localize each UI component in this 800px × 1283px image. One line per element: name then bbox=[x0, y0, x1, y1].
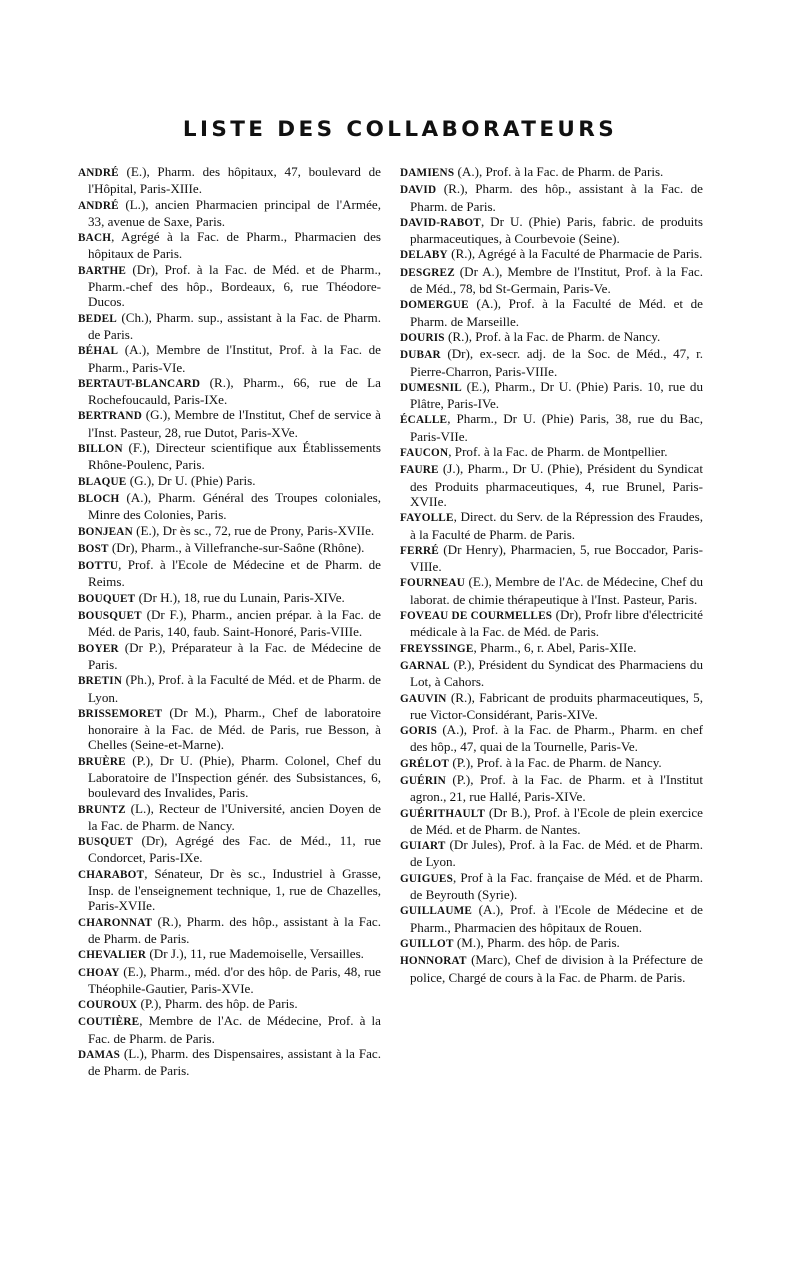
collaborator-entry bbox=[78, 229, 381, 262]
collaborator-details: (R.), Pharm. des hôp., assistant à la Fac. de Pharm. de Paris. bbox=[410, 181, 703, 214]
collaborator-entry bbox=[400, 640, 703, 657]
collaborator-name: ÉCALLE bbox=[400, 414, 448, 427]
collaborator-name: FREYSSINGE bbox=[400, 642, 474, 655]
collaborator-name: BERTAUT-BLANCARD bbox=[78, 377, 201, 390]
collaborator-name: CHEVALIER bbox=[78, 949, 147, 962]
collaborator-details: (Dr Jules), Prof. à la Fac. de Méd. et de Pharm. de Lyon. bbox=[410, 837, 703, 870]
collaborator-entry bbox=[78, 801, 381, 834]
collaborator-name: BÉHAL bbox=[78, 345, 119, 358]
collaborator-entry bbox=[400, 509, 703, 542]
collaborator-details: , Prof. à la Fac. de Pharm. de Montpellier. bbox=[448, 444, 668, 460]
collaborator-details: , Prof. à l'Ecole de Médecine et de Pharm. de Reims. bbox=[88, 557, 381, 590]
collaborator-entry bbox=[400, 935, 703, 952]
collaborator-details: (E.), Pharm., méd. d'or des hôp. de Paris, 48, rue Théophile-Gautier, Paris-XVIe. bbox=[88, 963, 381, 996]
collaborator-name: GORIS bbox=[400, 725, 438, 738]
left-column bbox=[78, 164, 381, 1079]
collaborator-entry bbox=[78, 523, 381, 540]
collaborator-details: (F.), Directeur scientifique aux Établissements Rhône-Poulenc, Paris. bbox=[88, 440, 381, 473]
collaborator-details: (Dr F.), Pharm., ancien prépar. à la Fac. de Méd. de Paris, 140, faub. Saint-Honoré, Paris-VIIIe. bbox=[88, 607, 381, 640]
collaborator-entry bbox=[400, 837, 703, 870]
collaborator-name: DAMAS bbox=[78, 1049, 121, 1062]
collaborator-details: (M.), Pharm. des hôp. de Paris. bbox=[453, 934, 620, 950]
collaborator-name: FAURE bbox=[400, 464, 439, 477]
collaborator-entry bbox=[78, 440, 381, 473]
collaborator-name: COUTIÈRE bbox=[78, 1016, 140, 1029]
collaborator-name: GARNAL bbox=[400, 659, 450, 672]
collaborator-entry bbox=[78, 590, 381, 607]
collaborator-details: (A.), Prof. à la Fac. de Pharm. de Paris. bbox=[454, 164, 664, 179]
collaborator-details: , Pharm., 6, r. Abel, Paris-XIIe. bbox=[473, 639, 637, 655]
collaborator-name: GUÉRIN bbox=[400, 774, 446, 787]
collaborator-name: DAVID-RABOT bbox=[400, 216, 481, 229]
collaborator-entry bbox=[400, 755, 703, 772]
collaborator-entry bbox=[78, 996, 381, 1013]
collaborator-details: (Dr), Profr libre d'électricité médicale à la Fac. de Méd. de Paris. bbox=[410, 607, 703, 640]
collaborator-name: BOUQUET bbox=[78, 592, 136, 605]
collaborator-entry bbox=[78, 672, 381, 705]
collaborator-entry bbox=[400, 722, 703, 755]
collaborator-name: BUSQUET bbox=[78, 836, 133, 849]
collaborator-name: GUILLAUME bbox=[400, 905, 473, 918]
collaborator-details: (A.), Pharm. Général des Troupes coloniales, Minre des Colonies, Paris. bbox=[88, 489, 381, 523]
collaborator-name: FAYOLLE bbox=[400, 512, 454, 525]
collaborator-name: COUROUX bbox=[78, 999, 138, 1012]
collaborator-details: (L.), ancien Pharmacien principal de l'Armée, 33, avenue de Saxe, Paris. bbox=[88, 196, 381, 229]
collaborator-entry bbox=[400, 607, 703, 640]
collaborator-entry bbox=[78, 262, 381, 310]
collaborator-details: (Dr), Prof. à la Fac. de Méd. et de Pharm., Pharm.-chef des hôp., Bordeaux, 6, rue Théodore-Ducos. bbox=[88, 261, 381, 310]
collaborator-entry bbox=[400, 444, 703, 461]
collaborator-entry bbox=[400, 574, 703, 607]
collaborator-name: BLOCH bbox=[78, 492, 120, 505]
collaborator-details: (Dr), ex-secr. adj. de la Soc. de Méd., 47, r. Pierre-Charron, Paris-VIIIe. bbox=[410, 346, 703, 379]
collaborator-details: (Marc), Chef de division à la Préfecture de police, Chargé de cours à la Fac. de Pharm. de Paris. bbox=[410, 952, 703, 985]
collaborator-entry bbox=[78, 342, 381, 375]
collaborator-name: BOUSQUET bbox=[78, 610, 142, 623]
collaborator-details: (P.), Prof. à la Fac. de Pharm. de Nancy. bbox=[449, 754, 662, 770]
collaborator-details: (A.), Membre de l'Institut, Prof. à la Fac. de Pharm., Paris-VIe. bbox=[88, 342, 381, 375]
collaborator-entry bbox=[400, 805, 703, 838]
collaborator-details: (A.), Prof. à l'Ecole de Médecine et de Pharm., Pharmacien des hôpitaux de Rouen. bbox=[410, 902, 703, 935]
collaborator-details: (E.), Pharm., Dr U. (Phie) Paris. 10, rue du Plâtre, Paris-IVe. bbox=[410, 378, 703, 412]
collaborator-entry bbox=[400, 542, 703, 575]
collaborator-entry bbox=[78, 607, 381, 640]
collaborator-name: DAVID bbox=[400, 184, 437, 197]
collaborator-name: DOMERGUE bbox=[400, 299, 469, 312]
collaborator-details: (E.), Membre de l'Ac. de Médecine, Chef du laborat. de chimie thérapeutique à l'Inst. Pasteur, Paris. bbox=[410, 574, 703, 607]
collaborator-details: (Dr), Pharm., à Villefranche-sur-Saône (Rhône). bbox=[108, 539, 365, 555]
collaborator-entry bbox=[78, 946, 381, 963]
collaborator-name: GRÉLOT bbox=[400, 757, 450, 770]
collaborator-entry bbox=[78, 866, 381, 914]
collaborator-entry bbox=[400, 296, 703, 329]
collaborator-name: BERTRAND bbox=[78, 410, 142, 423]
collaborator-details: (Dr Henry), Pharmacien, 5, rue Boccador, Paris-VIIIe. bbox=[410, 541, 703, 575]
collaborator-details: (J.), Pharm., Dr U. (Phie), Président du Syndicat des Produits pharmaceutiques, 4, rue Brunel, Paris-XVIIe. bbox=[410, 461, 703, 509]
collaborator-entry bbox=[400, 902, 703, 935]
collaborator-name: CHOAY bbox=[78, 966, 120, 979]
collaborator-details: (Ph.), Prof. à la Faculté de Méd. et de Pharm. de Lyon. bbox=[88, 672, 381, 705]
collaborator-entry bbox=[400, 952, 703, 985]
collaborator-entry bbox=[78, 705, 381, 753]
collaborator-name: GUÉRITHAULT bbox=[400, 807, 486, 820]
collaborator-name: BLAQUE bbox=[78, 475, 127, 488]
collaborator-name: FERRÉ bbox=[400, 544, 439, 557]
collaborator-entry bbox=[400, 379, 703, 412]
collaborator-details: (R.), Pharm., 66, rue de La Rochefoucauld, Paris-IXe. bbox=[88, 374, 381, 408]
collaborator-details: (Dr M.), Pharm., Chef de laboratoire honoraire à la Fac. de Méd. de Paris, rue Besson, à Chelles (Seine-et-Marne). bbox=[88, 704, 381, 753]
collaborator-name: CHARONNAT bbox=[78, 916, 153, 929]
collaborator-name: ANDRÉ bbox=[78, 199, 119, 212]
collaborator-details: (R.), Agrégé à la Faculté de Pharmacie de Paris. bbox=[447, 246, 703, 262]
collaborator-details: (G.), Membre de l'Institut, Chef de service à l'Inst. Pasteur, 28, rue Dutot, Paris-XVe. bbox=[88, 407, 381, 440]
collaborator-name: DOURIS bbox=[400, 331, 445, 344]
collaborator-entry bbox=[78, 490, 381, 523]
collaborator-name: FOURNEAU bbox=[400, 577, 465, 590]
collaborator-entry bbox=[78, 557, 381, 590]
collaborator-entry bbox=[400, 657, 703, 690]
collaborator-details: , Agrégé à la Fac. de Pharm., Pharmacien des hôpitaux de Paris. bbox=[88, 229, 381, 262]
collaborator-name: HONNORAT bbox=[400, 955, 467, 968]
collaborator-name: BRUNTZ bbox=[78, 803, 126, 816]
collaborator-details: (P.), Dr U. (Phie), Pharm. Colonel, Chef du Laboratoire de l'Inspection génér. des Subsistances, 6, boulevard des Invalides, Paris. bbox=[88, 752, 381, 801]
collaborator-entry bbox=[78, 640, 381, 673]
collaborator-entry bbox=[78, 197, 381, 230]
collaborator-entry bbox=[400, 246, 703, 263]
collaborator-name: DUBAR bbox=[400, 349, 441, 362]
collaborator-entry bbox=[78, 833, 381, 866]
collaborator-entry bbox=[400, 461, 703, 509]
collaborator-details: (A.), Prof. à la Faculté de Méd. et de Pharm. de Marseille. bbox=[410, 296, 703, 329]
collaborator-entry bbox=[78, 964, 381, 997]
collaborator-name: GUIART bbox=[400, 840, 446, 853]
collaborator-name: GUIGUES bbox=[400, 872, 454, 885]
collaborator-name: BARTHE bbox=[78, 264, 127, 277]
collaborator-details: (G.), Dr U. (Phie) Paris. bbox=[126, 472, 256, 488]
collaborator-name: BEDEL bbox=[78, 312, 117, 325]
collaborator-entry bbox=[400, 870, 703, 903]
collaborator-name: BRETIN bbox=[78, 675, 123, 688]
collaborator-entry bbox=[400, 411, 703, 444]
collaborator-entry bbox=[400, 181, 703, 214]
collaborator-details: , Dr U. (Phie) Paris, fabric. de produits pharmaceutiques, à Courbevoie (Seine). bbox=[410, 213, 703, 247]
collaborator-details: , Membre de l'Ac. de Médecine, Prof. à la Fac. de Pharm. de Paris. bbox=[88, 1013, 381, 1046]
collaborator-name: BRUÈRE bbox=[78, 755, 126, 768]
collaborator-details: (Dr J.), 11, rue Mademoiselle, Versailles. bbox=[146, 946, 364, 962]
collaborator-entry bbox=[400, 346, 703, 379]
collaborator-entry bbox=[78, 164, 381, 197]
collaborator-details: (Dr), Agrégé des Fac. de Méd., 11, rue Condorcet, Paris-IXe. bbox=[88, 833, 381, 866]
collaborator-details: (R.), Pharm. des hôp., assistant à la Fac. de Pharm. de Paris. bbox=[88, 913, 381, 946]
collaborator-details: (L.), Pharm. des Dispensaires, assistant à la Fac. de Pharm. de Paris. bbox=[88, 1046, 381, 1079]
collaborator-entry bbox=[78, 540, 381, 557]
collaborator-details: (P.), Président du Syndicat des Pharmaciens du Lot, à Cahors. bbox=[410, 656, 703, 690]
collaborator-details: (L.), Recteur de l'Université, ancien Doyen de la Fac. de Pharm. de Nancy. bbox=[88, 800, 381, 833]
collaborator-entry bbox=[78, 914, 381, 947]
collaborator-name: BILLON bbox=[78, 443, 123, 456]
collaborator-entry bbox=[400, 164, 703, 181]
collaborator-details: , Direct. du Serv. de la Répression des Fraudes, à la Faculté de Pharm. de Paris. bbox=[410, 509, 703, 542]
collaborator-name: FAUCON bbox=[400, 447, 449, 460]
collaborator-entry bbox=[78, 1046, 381, 1079]
collaborator-details: (R.), Fabricant de produits pharmaceutiques, 5, rue Victor-Considérant, Paris-XIVe. bbox=[410, 689, 703, 722]
collaborator-entry bbox=[78, 473, 381, 490]
collaborator-entry bbox=[400, 214, 703, 247]
collaborator-name: CHARABOT bbox=[78, 868, 145, 881]
right-column bbox=[400, 164, 703, 985]
collaborator-entry bbox=[78, 407, 381, 440]
collaborator-name: BACH bbox=[78, 232, 112, 245]
collaborator-details: (Dr H.), 18, rue du Lunain, Paris-XIVe. bbox=[135, 589, 345, 605]
collaborator-entry bbox=[400, 772, 703, 805]
collaborator-entry bbox=[78, 375, 381, 408]
collaborator-name: DUMESNIL bbox=[400, 381, 462, 394]
collaborator-details: , Sénateur, Dr ès sc., Industriel à Grasse, Insp. de l'enseignement technique, 1, rue de Chazelles, Paris-XVIIe. bbox=[88, 865, 381, 914]
collaborator-name: BOST bbox=[78, 542, 109, 555]
collaborator-details: (Dr B.), Prof. à l'Ecole de plein exercice de Méd. et de Pharm. de Nantes. bbox=[410, 804, 703, 837]
collaborator-details: (P.), Pharm. des hôp. de Paris. bbox=[137, 996, 298, 1012]
collaborator-name: GUILLOT bbox=[400, 937, 454, 950]
collaborator-name: DELABY bbox=[400, 249, 448, 262]
page-title: LISTE DES COLLABORATEURS bbox=[182, 117, 618, 142]
collaborator-name: DESGREZ bbox=[400, 266, 455, 279]
collaborator-details: (E.), Dr ès sc., 72, rue de Prony, Paris-XVIIe. bbox=[132, 522, 375, 538]
collaborator-entry bbox=[400, 690, 703, 723]
collaborator-name: BONJEAN bbox=[78, 525, 133, 538]
collaborator-details: (R.), Prof. à la Fac. de Pharm. de Nancy. bbox=[444, 328, 661, 344]
collaborator-entry bbox=[400, 329, 703, 346]
collaborator-name: ANDRÉ bbox=[78, 167, 119, 179]
collaborator-entry bbox=[78, 310, 381, 343]
collaborator-details: (A.), Prof. à la Fac. de Pharm., Pharm. en chef des hôp., 47, quai de la Tournelle, Paris-Ve. bbox=[410, 722, 703, 755]
collaborator-details: (Ch.), Pharm. sup., assistant à la Fac. de Pharm. de Paris. bbox=[88, 309, 381, 342]
collaborator-details: , Prof à la Fac. française de Méd. et de Pharm. de Beyrouth (Syrie). bbox=[410, 869, 703, 903]
collaborator-details: , Pharm., Dr U. (Phie) Paris, 38, rue du Bac, Paris-VIIe. bbox=[410, 411, 703, 444]
collaborator-details: (E.), Pharm. des hôpitaux, 47, boulevard de l'Hôpital, Paris-XIIIe. bbox=[88, 164, 381, 197]
collaborator-details: (P.), Prof. à la Fac. de Pharm. et à l'Institut agron., 21, rue Hallé, Paris-XIVe. bbox=[410, 771, 703, 805]
collaborator-name: BOYER bbox=[78, 642, 119, 655]
collaborator-name: BOTTU bbox=[78, 560, 119, 573]
collaborator-name: DAMIENS bbox=[400, 167, 455, 179]
collaborator-details: (Dr A.), Membre de l'Institut, Prof. à la Fac. de Méd., 78, bd St-Germain, Paris-Ve. bbox=[410, 263, 703, 297]
collaborator-entry bbox=[400, 264, 703, 297]
collaborator-entry bbox=[78, 1013, 381, 1046]
collaborator-name: BRISSEMORET bbox=[78, 707, 163, 720]
collaborator-name: GAUVIN bbox=[400, 692, 447, 705]
collaborator-entry bbox=[78, 753, 381, 801]
collaborator-name: FOVEAU DE COURMELLES bbox=[400, 610, 553, 623]
collaborator-details: (Dr P.), Préparateur à la Fac. de Médecine de Paris. bbox=[88, 639, 381, 672]
